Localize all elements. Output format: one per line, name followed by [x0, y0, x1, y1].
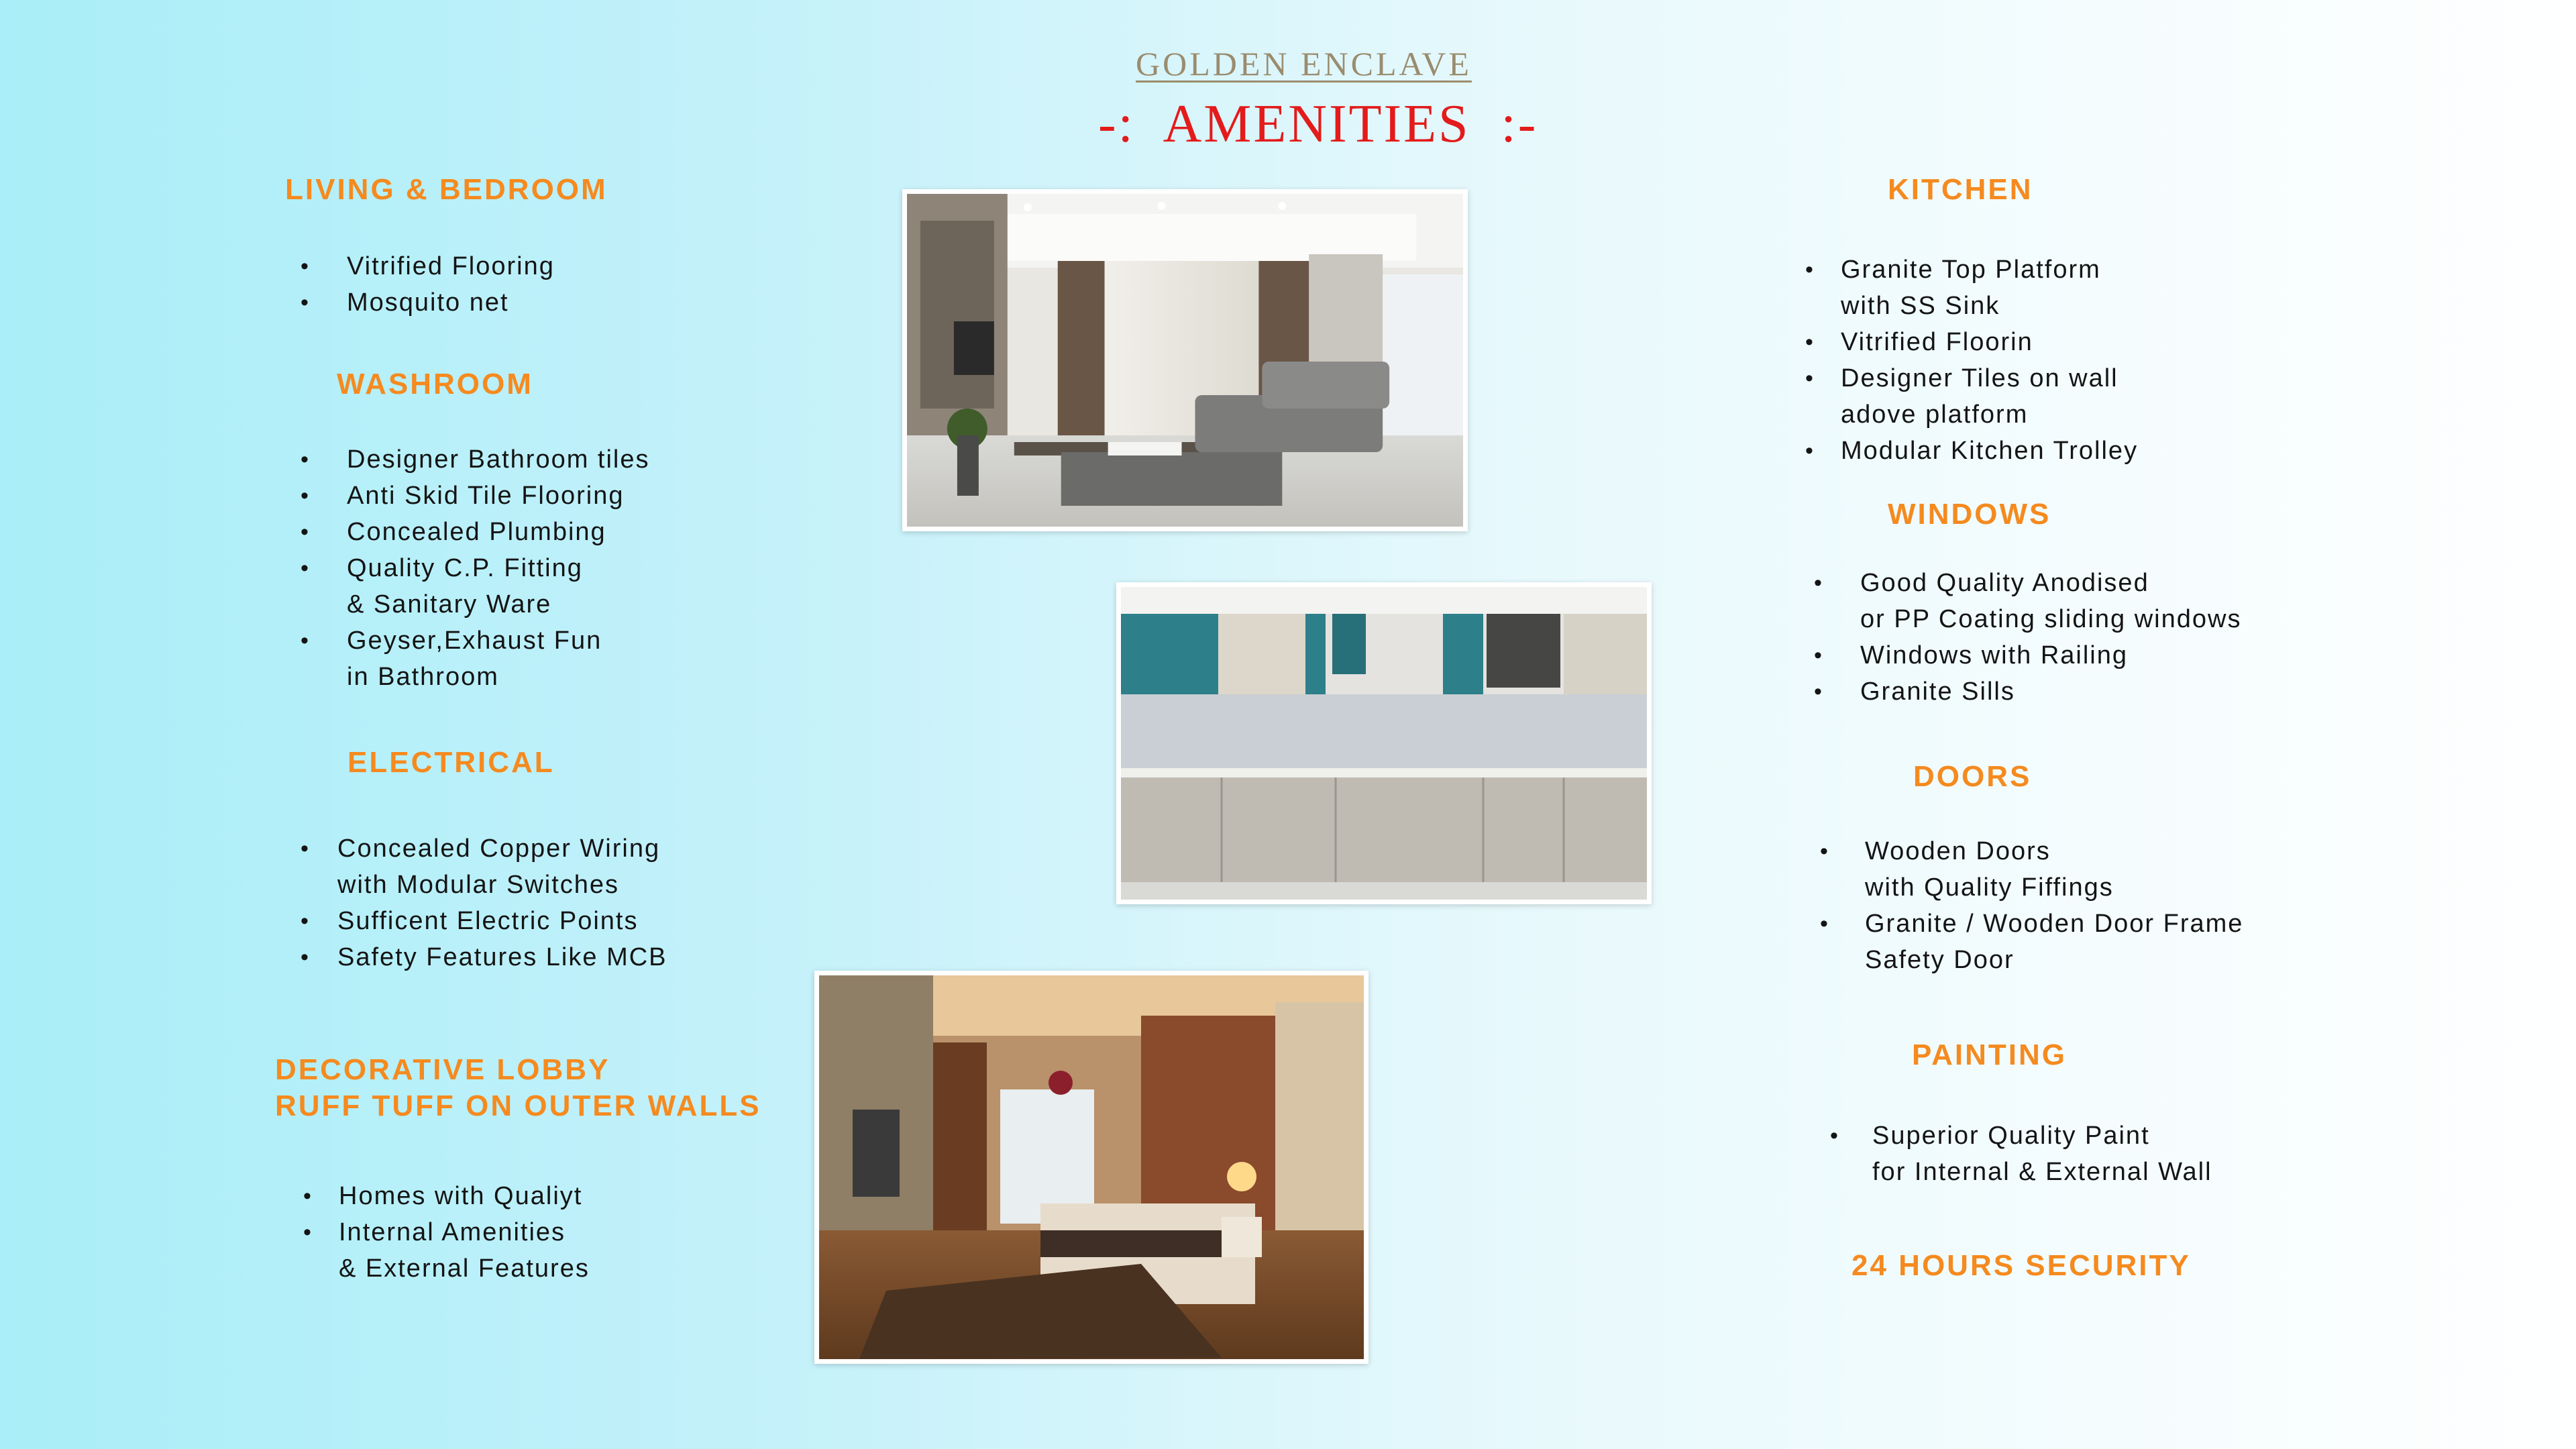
bullet: •: [303, 1183, 313, 1209]
list-item: • Superior Quality Paint for Internal & External Wall: [1872, 1118, 2212, 1190]
list-item: • Vitrified Flooring: [347, 248, 555, 284]
bullet: •: [301, 254, 310, 279]
list-item: • Designer Tiles on wall adove platform: [1841, 360, 2138, 433]
bullet: •: [1830, 1123, 1839, 1148]
bullet: •: [301, 628, 310, 653]
list-item: • Vitrified Floorin: [1841, 324, 2138, 360]
heading-24-hours-security: 24 HOURS SECURITY: [1851, 1249, 2191, 1282]
list-item: • Granite Top Platform with SS Sink: [1841, 252, 2138, 324]
bedroom-illustration: [819, 975, 1364, 1359]
project-name: GOLDEN ENCLAVE: [1136, 45, 1472, 83]
list-item: • Modular Kitchen Trolley: [1841, 433, 2138, 469]
kitchen-illustration: [1121, 587, 1647, 900]
list-item: • Geyser,Exhaust Fun in Bathroom: [347, 623, 650, 695]
bullet: •: [1814, 643, 1823, 668]
bullet: •: [301, 836, 310, 861]
list-item: • Internal Amenities & External Features: [339, 1214, 590, 1287]
heading-doors: DOORS: [1913, 760, 2032, 793]
heading-living-bedroom: LIVING & BEDROOM: [285, 173, 608, 206]
bullet: •: [301, 519, 310, 545]
heading-painting: PAINTING: [1912, 1038, 2067, 1071]
windows-list: [1814, 565, 2242, 710]
bullet: •: [301, 908, 310, 934]
bullet: •: [301, 290, 310, 315]
list-item: • Granite / Wooden Door Frame Safety Door: [1865, 906, 2243, 978]
heading-line: RUFF TUFF ON OUTER WALLS: [275, 1089, 761, 1122]
bullet: •: [1805, 257, 1815, 282]
bullet: •: [1805, 366, 1815, 391]
bullet: •: [1820, 839, 1829, 864]
list-item: • Windows with Railing: [1860, 637, 2241, 674]
heading-line: DECORATIVE LOBBY: [275, 1053, 610, 1086]
doors-list: [1820, 833, 2244, 978]
bullet: •: [301, 945, 310, 970]
heading-kitchen: KITCHEN: [1888, 173, 2033, 206]
living-bedroom-list: [301, 248, 555, 321]
bullet: •: [1814, 679, 1823, 704]
list-item: • Designer Bathroom tiles: [347, 441, 650, 478]
painting-list: [1830, 1118, 2212, 1190]
lobby-list: [303, 1178, 590, 1287]
bullet: •: [301, 483, 310, 508]
list-item: • Anti Skid Tile Flooring: [347, 478, 650, 514]
list-item: • Concealed Plumbing: [347, 514, 650, 550]
list-item: • Granite Sills: [1860, 674, 2241, 710]
bullet: •: [1805, 438, 1815, 464]
heading-washroom: WASHROOM: [337, 368, 533, 400]
living-room-illustration: [907, 194, 1463, 527]
list-item: • Wooden Doors with Quality Fiffings: [1865, 833, 2243, 906]
list-item: • Concealed Copper Wiring with Modular Switches: [337, 830, 667, 903]
list-item: • Safety Features Like MCB: [337, 939, 667, 975]
list-item: • Quality C.P. Fitting & Sanitary Ware: [347, 550, 650, 623]
kitchen-photo: [1116, 582, 1652, 904]
page-title: -: AMENITIES :-: [1098, 95, 1538, 154]
living-room-photo: [902, 189, 1468, 531]
heading-windows: WINDOWS: [1888, 498, 2051, 531]
bullet: •: [1820, 911, 1829, 936]
list-item: • Sufficent Electric Points: [337, 903, 667, 939]
bullet: •: [301, 555, 310, 581]
bullet: •: [303, 1220, 313, 1245]
washroom-list: [301, 441, 650, 695]
list-item: • Homes with Qualiyt: [339, 1178, 590, 1214]
list-item: • Mosquito net: [347, 284, 555, 321]
electrical-list: [301, 830, 667, 975]
bullet: •: [1814, 570, 1823, 596]
heading-decorative-lobby: [275, 1052, 761, 1124]
bullet: •: [301, 447, 310, 472]
bedroom-photo: [814, 971, 1368, 1364]
heading-electrical: ELECTRICAL: [347, 746, 555, 779]
bullet: •: [1805, 329, 1815, 355]
list-item: • Good Quality Anodised or PP Coating sliding windows: [1860, 565, 2241, 637]
kitchen-list: [1805, 252, 2139, 469]
